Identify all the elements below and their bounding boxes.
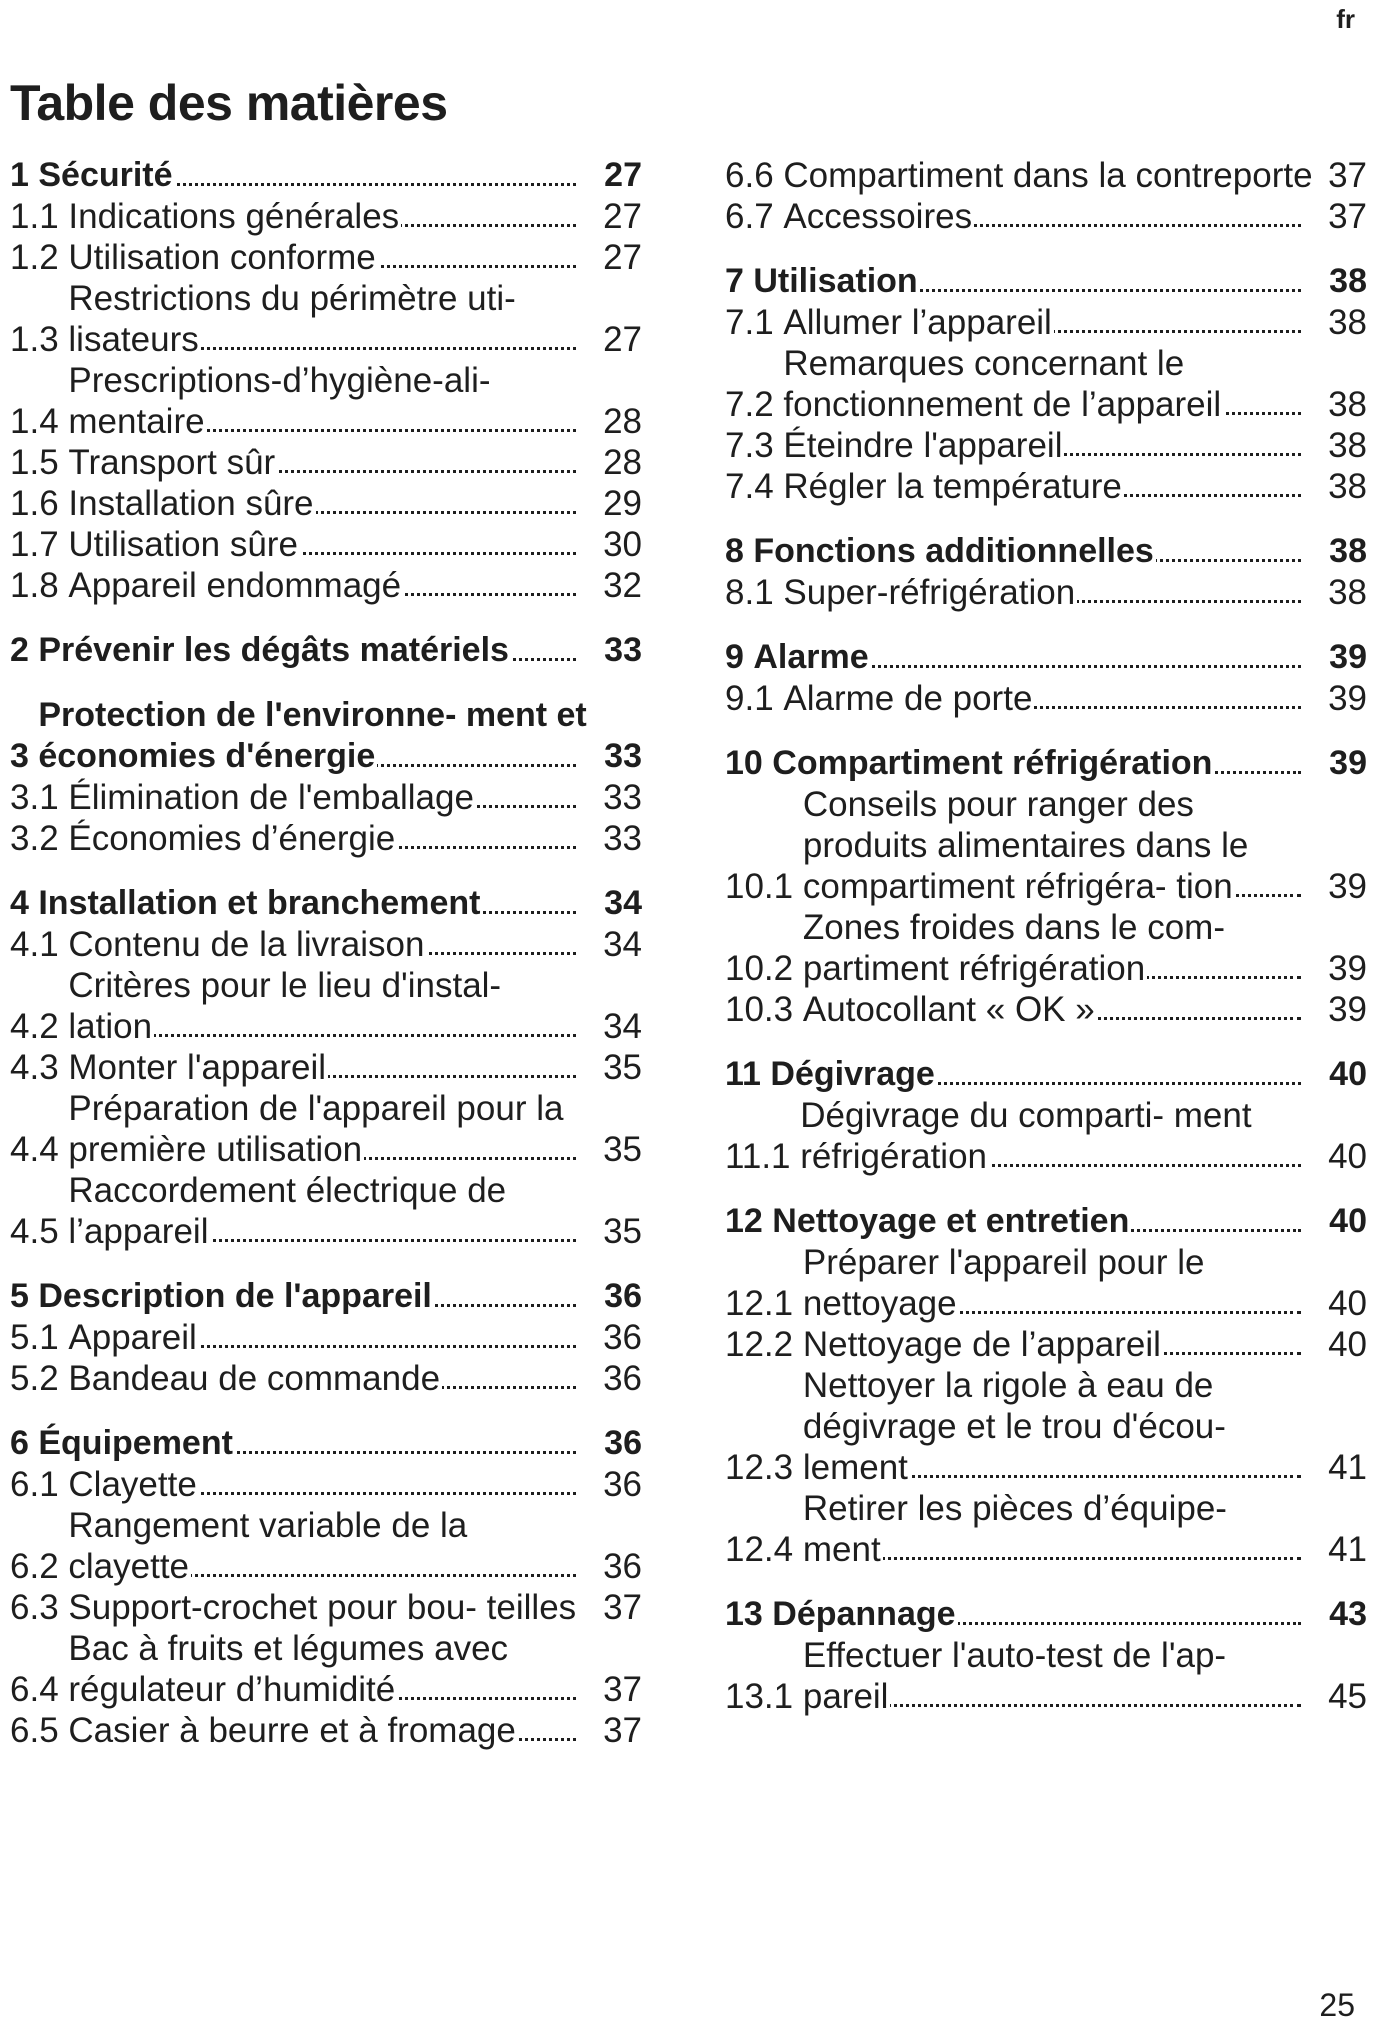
toc-number: 1.1: [10, 197, 69, 236]
toc-title: Dégivrage: [770, 1054, 1315, 1095]
toc-section-entry[interactable]: [10, 442, 642, 483]
toc-number: 8: [725, 532, 754, 570]
toc-section-entry[interactable]: [10, 524, 642, 565]
toc-number: 1.3: [10, 320, 69, 359]
toc-title: Restrictions du périmètre uti- lisateurs: [68, 278, 590, 360]
toc-number: 1.4: [10, 402, 69, 441]
toc-section-entry[interactable]: [10, 1317, 642, 1358]
toc-title: Support-crochet pour bou- teilles: [68, 1588, 577, 1627]
toc-section: [725, 531, 1367, 613]
toc-title: Description de l'appareil: [38, 1276, 590, 1317]
toc-chapter-entry[interactable]: [10, 695, 642, 777]
toc-section-entry[interactable]: [10, 1710, 642, 1751]
toc-title: Compartiment réfrigération: [772, 743, 1315, 784]
toc-page-number: 32: [603, 566, 642, 605]
toc-section-entry[interactable]: [725, 907, 1367, 989]
toc-page-number: 39: [1328, 949, 1367, 988]
toc-number: 7.2: [725, 385, 784, 424]
toc-title: Casier à beurre et à fromage: [68, 1710, 590, 1751]
toc-title: Critères pour le lieu d'instal- lation: [68, 965, 590, 1047]
toc-page-number: 39: [1329, 638, 1367, 676]
toc-page-number: 37: [603, 1588, 642, 1627]
toc-title: Utilisation conforme: [68, 237, 590, 278]
toc-title: Régler la température: [783, 466, 1315, 507]
toc-number: 5: [10, 1277, 39, 1315]
toc-number: 1.5: [10, 443, 69, 482]
toc-section: [725, 261, 1367, 507]
toc-title: Nettoyage et entretien: [772, 1201, 1315, 1242]
toc-section-entry[interactable]: [10, 818, 642, 859]
toc-number: 12.1: [725, 1284, 803, 1323]
toc-chapter-entry[interactable]: [725, 1201, 1367, 1242]
toc-title: Dépannage: [772, 1594, 1315, 1635]
toc-title: Zones froides dans le com- partiment réfrigération: [803, 907, 1315, 989]
toc-page-number: 36: [603, 1318, 642, 1357]
toc-title: Utilisation sûre: [68, 524, 590, 565]
toc-title: Conseils pour ranger des produits alimentaires dans le compartiment réfrigéra- tion: [803, 784, 1315, 907]
toc-number: 4.4: [10, 1130, 69, 1169]
toc-section: [725, 1201, 1367, 1570]
toc-page-number: 37: [603, 1711, 642, 1750]
toc-page-number: 27: [603, 238, 642, 277]
toc-number: 4.2: [10, 1007, 69, 1046]
toc-page-number: 27: [604, 156, 642, 194]
toc-section: [10, 695, 642, 859]
toc-number: 13: [725, 1595, 773, 1633]
toc-page-number: 33: [603, 819, 642, 858]
toc-number: 10.3: [725, 990, 803, 1029]
toc-title: Éteindre l'appareil: [783, 425, 1315, 466]
toc-number: 12: [725, 1202, 773, 1240]
toc-section: [725, 637, 1367, 719]
toc-title: Installation et branchement: [38, 883, 590, 924]
toc-page-number: 43: [1329, 1595, 1367, 1633]
toc-number: 6.3: [10, 1588, 69, 1627]
toc-number: 6: [10, 1424, 39, 1462]
toc-section-entry[interactable]: [725, 989, 1367, 1030]
toc-page-number: 35: [603, 1212, 642, 1251]
toc-number: 1.6: [10, 484, 69, 523]
toc-page-number: 39: [1328, 679, 1367, 718]
toc-page-number: 38: [1328, 467, 1367, 506]
toc-section-entry[interactable]: [10, 1587, 642, 1628]
toc-section-entry[interactable]: [10, 565, 642, 606]
toc-number: 4: [10, 884, 39, 922]
toc-page-number: 37: [1328, 197, 1367, 236]
toc-page-number: 35: [603, 1048, 642, 1087]
toc-section-entry[interactable]: [10, 237, 642, 278]
toc-page-number: 36: [604, 1277, 642, 1315]
toc-column-left: [10, 155, 642, 1775]
toc-title: Bac à fruits et légumes avec régulateur d’humidité: [68, 1628, 590, 1710]
toc-section-entry[interactable]: [725, 1324, 1367, 1365]
toc-number: 13.1: [725, 1677, 803, 1716]
toc-page-number: 41: [1328, 1530, 1367, 1569]
toc-number: 9.1: [725, 679, 784, 718]
toc-number: 2: [10, 631, 39, 669]
toc-number: 3.1: [10, 778, 69, 817]
toc-number: 6.1: [10, 1465, 69, 1504]
toc-page-number: 35: [603, 1130, 642, 1169]
toc-number: 7.4: [725, 467, 784, 506]
toc-section-entry[interactable]: [10, 1358, 642, 1399]
toc-number: 4.1: [10, 925, 69, 964]
toc-number: 12.4: [725, 1530, 803, 1569]
toc-section-entry[interactable]: [725, 1242, 1367, 1324]
toc-page-number: 34: [604, 884, 642, 922]
toc-page-number: 38: [1328, 385, 1367, 424]
toc-section-entry[interactable]: [10, 924, 642, 965]
toc-title: Clayette: [68, 1464, 590, 1505]
toc-title: Transport sûr: [68, 442, 590, 483]
toc-number: 6.4: [10, 1670, 69, 1709]
toc-page-number: 34: [603, 1007, 642, 1046]
toc-page-number: 27: [603, 197, 642, 236]
toc-page-number: 36: [603, 1465, 642, 1504]
toc-section-entry[interactable]: [725, 678, 1367, 719]
toc-number: 6.2: [10, 1547, 69, 1586]
toc-section: [725, 1054, 1367, 1177]
toc-number: 10: [725, 744, 773, 782]
toc-page-number: 36: [603, 1547, 642, 1586]
toc-title: Effectuer l'auto-test de l'ap- pareil: [803, 1635, 1315, 1717]
toc-title: Équipement: [38, 1423, 590, 1464]
toc-title: Protection de l'environne- ment et économies d'énergie: [38, 696, 587, 775]
toc-title: Préparer l'appareil pour le nettoyage: [803, 1242, 1315, 1324]
toc-title: Préparation de l'appareil pour la première utilisation: [68, 1088, 590, 1170]
toc-number: 11: [725, 1055, 771, 1093]
toc-number: 5.1: [10, 1318, 69, 1357]
toc-section-entry[interactable]: [725, 466, 1367, 507]
toc-section-entry[interactable]: [725, 572, 1367, 613]
toc-number: 4.3: [10, 1048, 69, 1087]
toc-page-number: 40: [1329, 1055, 1367, 1093]
toc-title: Remarques concernant le fonctionnement de l’appareil: [783, 343, 1315, 425]
toc-title: Appareil endommagé: [68, 565, 590, 606]
toc-page-number: 37: [1328, 156, 1367, 195]
toc-section-entry[interactable]: [725, 425, 1367, 466]
toc-title: Compartiment dans la contreporte: [783, 156, 1313, 195]
toc-number: 1.2: [10, 238, 69, 277]
toc-title: Utilisation: [753, 261, 1315, 302]
toc-page-number: 40: [1328, 1137, 1367, 1176]
toc-number: 1.8: [10, 566, 69, 605]
toc-section-entry[interactable]: [10, 196, 642, 237]
toc-section-entry[interactable]: [725, 1635, 1367, 1717]
toc-title: Installation sûre: [68, 483, 590, 524]
toc-title: Accessoires: [783, 196, 1315, 237]
toc-chapter-entry[interactable]: [10, 155, 642, 196]
toc-title: Élimination de l'emballage: [68, 777, 590, 818]
toc-section: [10, 1423, 642, 1751]
toc-page-number: 38: [1329, 532, 1367, 570]
toc-title: Nettoyage de l’appareil: [803, 1324, 1315, 1365]
toc-number: 1: [10, 156, 39, 194]
toc-title: Appareil: [68, 1317, 590, 1358]
toc-number: 10.1: [725, 867, 803, 906]
toc-page-number: 40: [1328, 1284, 1367, 1323]
toc-section-entry[interactable]: [725, 1365, 1367, 1488]
toc-chapter-entry[interactable]: [10, 1423, 642, 1464]
toc-number: 10.2: [725, 949, 803, 988]
toc-number: 6.6: [725, 156, 784, 195]
toc-title: Rangement variable de la clayette: [68, 1505, 590, 1587]
toc-chapter-entry[interactable]: [10, 1276, 642, 1317]
toc-section-entry[interactable]: [10, 777, 642, 818]
toc-number: 3.2: [10, 819, 69, 858]
toc-section-entry[interactable]: [725, 343, 1367, 425]
toc-column-right: [725, 155, 1367, 1741]
toc-title: Dégivrage du comparti- ment réfrigération: [800, 1095, 1315, 1177]
toc-number: 1.7: [10, 525, 69, 564]
toc-page-number: 27: [603, 320, 642, 359]
toc-page-number: 40: [1328, 1325, 1367, 1364]
toc-section-entry[interactable]: [10, 1464, 642, 1505]
toc-number: 3: [10, 737, 39, 775]
toc-chapter-entry[interactable]: [10, 883, 642, 924]
toc-page-number: 33: [604, 631, 642, 669]
toc-number: 12.2: [725, 1325, 803, 1364]
page-number: 25: [1319, 1987, 1355, 2023]
toc-section-entry[interactable]: [10, 965, 642, 1047]
toc-section-entry[interactable]: [10, 483, 642, 524]
toc-title: Économies d’énergie: [68, 818, 590, 859]
toc-section: [725, 1594, 1367, 1717]
toc-page-number: 28: [603, 443, 642, 482]
toc-title: Raccordement électrique de l’appareil: [68, 1170, 590, 1252]
toc-page-number: 36: [603, 1359, 642, 1398]
toc-number: 7.1: [725, 303, 784, 342]
toc-section-entry[interactable]: [725, 1095, 1367, 1177]
toc-section-entry[interactable]: [10, 1505, 642, 1587]
toc-chapter-entry[interactable]: [725, 743, 1367, 784]
toc-section-entry[interactable]: [725, 155, 1367, 196]
toc-number: 5.2: [10, 1359, 69, 1398]
toc-page-number: 41: [1328, 1448, 1367, 1487]
toc-title: Prévenir les dégâts matériels: [38, 630, 590, 671]
toc-number: 11.1: [725, 1137, 801, 1176]
toc-title: Retirer les pièces d’équipe- ment: [803, 1488, 1315, 1570]
toc-title: Indications générales: [68, 196, 590, 237]
toc-page-number: 38: [1328, 303, 1367, 342]
toc-section-entry[interactable]: [725, 784, 1367, 907]
toc-section-entry[interactable]: [725, 1488, 1367, 1570]
toc-section-entry[interactable]: [725, 302, 1367, 343]
toc-page-number: 28: [603, 402, 642, 441]
toc-section-entry[interactable]: [10, 360, 642, 442]
toc-page-number: 39: [1328, 990, 1367, 1029]
toc-number: 7: [725, 262, 754, 300]
toc-title: Fonctions additionnelles: [753, 531, 1315, 572]
toc-number: 6.5: [10, 1711, 69, 1750]
toc-page-number: 33: [603, 778, 642, 817]
toc-title: Alarme de porte: [783, 678, 1315, 719]
toc-page-number: 40: [1329, 1202, 1367, 1240]
toc-section: [725, 155, 1367, 237]
toc-page-number: 38: [1328, 426, 1367, 465]
toc-number: 7.3: [725, 426, 784, 465]
toc-section-entry[interactable]: [725, 196, 1367, 237]
toc-page-number: 45: [1328, 1677, 1367, 1716]
toc-chapter-entry[interactable]: [725, 1594, 1367, 1635]
toc-page-number: 39: [1329, 744, 1367, 782]
toc-page-number: 38: [1329, 262, 1367, 300]
toc-section-entry[interactable]: [10, 1170, 642, 1252]
toc-number: 9: [725, 638, 754, 676]
toc-title: Contenu de la livraison: [68, 924, 590, 965]
toc-title: Autocollant « OK »: [803, 989, 1315, 1030]
toc-title: Allumer l’appareil: [783, 302, 1315, 343]
toc-page-number: 29: [603, 484, 642, 523]
toc-page-number: 37: [603, 1670, 642, 1709]
page-title: Table des matières: [10, 75, 448, 131]
toc-title: Super-réfrigération: [783, 572, 1315, 613]
toc-page-number: 30: [603, 525, 642, 564]
toc-title: Bandeau de commande: [68, 1358, 590, 1399]
toc-page-number: 39: [1328, 867, 1367, 906]
toc-section: [10, 630, 642, 671]
toc-number: 4.5: [10, 1212, 69, 1251]
toc-section: [725, 743, 1367, 1030]
toc-section: [10, 883, 642, 1252]
toc-section-entry[interactable]: [10, 278, 642, 360]
toc-page-number: 34: [603, 925, 642, 964]
toc-title: Monter l'appareil: [68, 1047, 590, 1088]
toc-number: 12.3: [725, 1448, 803, 1487]
toc-page-number: 36: [604, 1424, 642, 1462]
toc-section: [10, 1276, 642, 1399]
toc-title: Prescriptions-d’hygiène-ali- mentaire: [68, 360, 590, 442]
toc-chapter-entry[interactable]: [725, 261, 1367, 302]
toc-page-number: 33: [604, 737, 642, 775]
toc-title: Sécurité: [38, 155, 590, 196]
language-label: fr: [1336, 4, 1355, 34]
toc-section-entry[interactable]: [10, 1628, 642, 1710]
toc-number: 6.7: [725, 197, 784, 236]
toc-chapter-entry[interactable]: [725, 637, 1367, 678]
toc-number: 8.1: [725, 573, 784, 612]
toc-section: [10, 155, 642, 606]
toc-chapter-entry[interactable]: [725, 1054, 1367, 1095]
toc-section-entry[interactable]: [10, 1047, 642, 1088]
toc-title: Alarme: [753, 637, 1315, 678]
toc-page-number: 38: [1328, 573, 1367, 612]
toc-chapter-entry[interactable]: [725, 531, 1367, 572]
toc-chapter-entry[interactable]: [10, 630, 642, 671]
toc-section-entry[interactable]: [10, 1088, 642, 1170]
toc-title: Nettoyer la rigole à eau de dégivrage et le trou d'écou- lement: [803, 1365, 1315, 1488]
